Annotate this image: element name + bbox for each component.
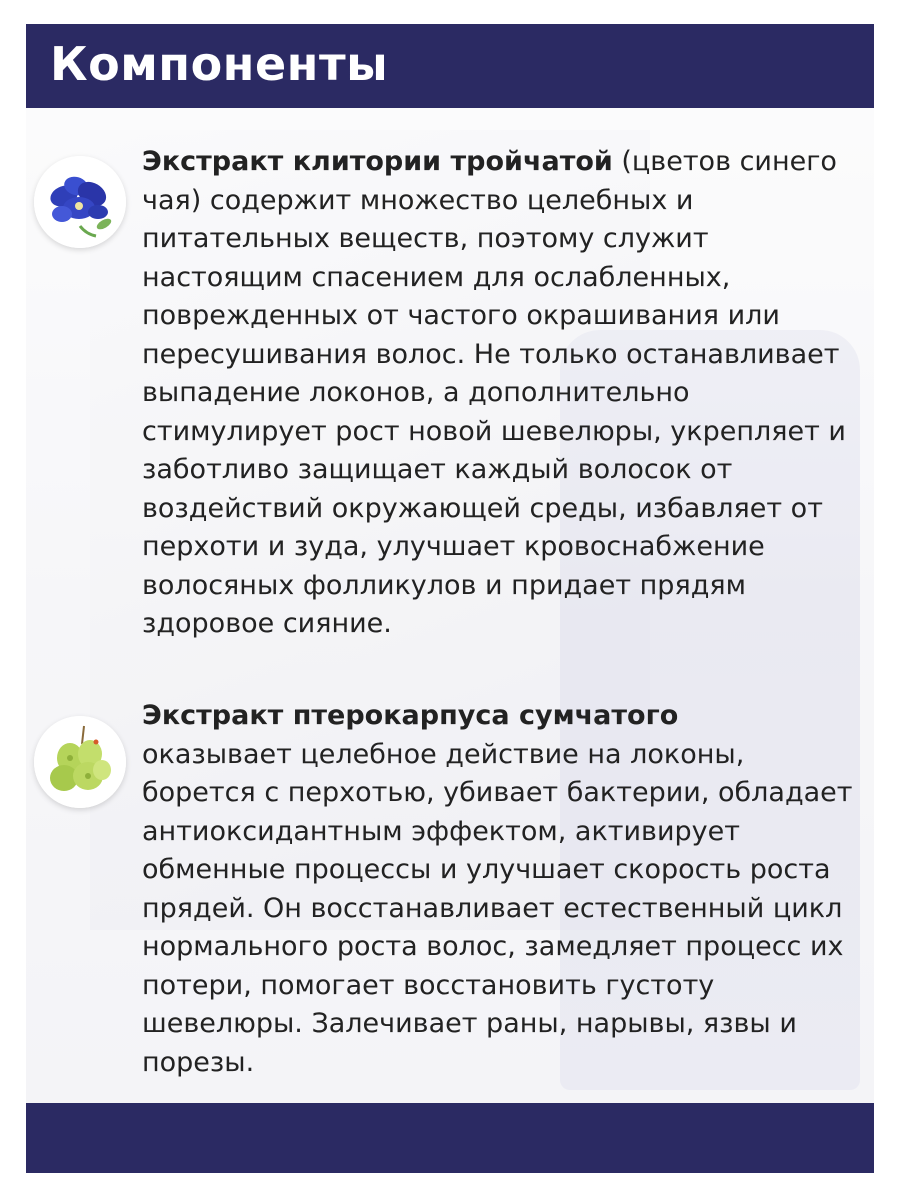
component-title: Экстракт клитории тройчатой	[142, 146, 613, 177]
green-seed-pod-icon	[34, 716, 126, 808]
component-body: оказывает целебное действие на локоны, борется с перхотью, убивает бактерии, обладает антиоксидантным эффектом, активирует обменные процессы и улучшает скорость роста прядей. Он восстанавливает естественный цикл нормального роста волос, замедляет процесс их потери, помогает восстановить густоту шевелюры. Залечивает раны, нарывы, язвы и порезы.	[142, 738, 853, 1078]
component-description-1	[142, 143, 862, 644]
footer-bar	[26, 1103, 874, 1173]
page-title: Компоненты	[50, 37, 389, 91]
component-description-2	[142, 697, 862, 1082]
component-title: Экстракт птерокарпуса сумчатого	[142, 700, 679, 731]
blue-flower-icon	[34, 156, 126, 248]
component-body: (цветов синего чая) содержит множество целебных и питательных веществ, поэтому служит настоящим спасением для ослабленных, поврежденных от частого окрашивания или пересушивания волос. Не только останавливает выпадение локонов, а дополнительно стимулирует рост новой шевелюры, укрепляет и заботливо защищает каждый волосок от воздействий окружающей среды, избавляет от перхоти и зуда, улучшает кровоснабжение волосяных фолликулов и придает прядям здоровое сияние.	[142, 146, 846, 639]
